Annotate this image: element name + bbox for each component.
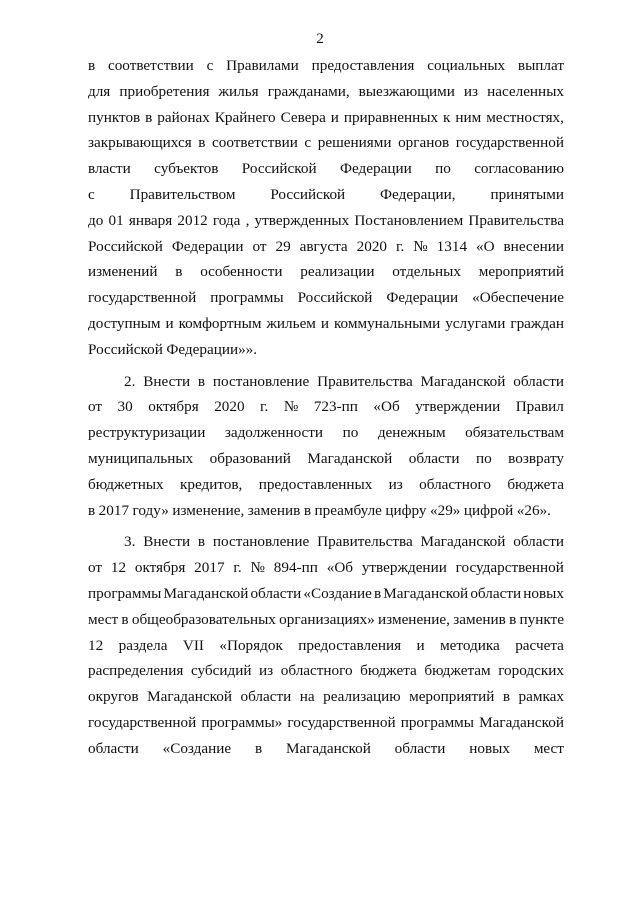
body-text <box>88 53 564 762</box>
text-line: муниципальных образований Магаданской области по возврату <box>88 449 564 467</box>
text-line: распределения субсидий из областного бюджета бюджетам городских <box>88 662 564 680</box>
text-line: в соответствии с Правилами предоставления социальных выплат <box>88 57 564 74</box>
text-line: 12 раздела VII «Порядок предоставления и методика расчета <box>88 636 564 654</box>
text-line: до 01 января 2012 года , утвержденных Постановлением Правительства <box>88 211 564 229</box>
text-line: реструктуризации задолженности по денежным обязательствам <box>88 424 564 442</box>
text-line: от 12 октября 2017 г. № 894-пп «Об утверждении государственной <box>88 559 564 577</box>
text-line: программы Магаданской области «Создание в Магаданской области новых <box>88 584 564 602</box>
text-line: изменений в особенности реализации отдельных мероприятий <box>88 263 564 281</box>
text-line: области «Создание в Магаданской области новых мест <box>88 739 564 757</box>
text-line: власти субъектов Российской Федерации по согласованию <box>88 160 564 178</box>
text-line: государственной программы Российской Федерации «Обеспечение <box>88 289 564 307</box>
text-line: доступным и комфортным жильем и коммунальными услугами граждан <box>88 314 564 332</box>
text-line: 3. Внести в постановление Правительства Магаданской области <box>124 533 564 551</box>
page-number: 2 <box>316 31 324 47</box>
text-line: Российской Федерации от 29 августа 2020 г. № 1314 «О внесении <box>88 237 564 255</box>
text-line: округов Магаданской области на реализацию мероприятий в рамках <box>88 688 564 706</box>
text-line: в 2017 году» изменение, заменив в преамбуле цифру «29» цифрой «26». <box>88 501 551 519</box>
text-line: от 30 октября 2020 г. № 723-пп «Об утверждении Правил <box>88 398 564 416</box>
text-line: Российской Федерации»». <box>88 340 258 358</box>
text-line: государственной программы» государственной программы Магаданской <box>88 713 564 731</box>
text-line: с Правительством Российской Федерации, принятыми <box>88 185 564 203</box>
text-line: для приобретения жилья гражданами, выезжающими из населенных <box>88 82 564 100</box>
text-line: пунктов в районах Крайнего Севера и приравненных к ним местностях, <box>88 108 564 126</box>
text-line: мест в общеобразовательных организациях» изменение, заменив в пункте <box>88 610 564 628</box>
text-line: 2. Внести в постановление Правительства Магаданской области <box>124 372 564 390</box>
text-line: бюджетных кредитов, предоставленных из областного бюджета <box>88 475 564 493</box>
text-line: закрывающихся в соответствии с решениями органов государственной <box>88 134 564 152</box>
